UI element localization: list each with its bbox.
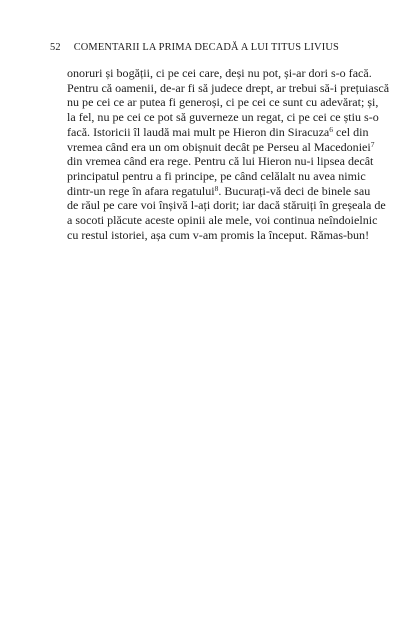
text-line-content: cel din xyxy=(333,124,369,139)
text-line-content: Pentru că oamenii, de-ar fi să judece drept, ar trebui să-i prețuiască xyxy=(67,80,390,95)
text-line-content: vremea când era un om obișnuit decât pe Perseu al Macedoniei xyxy=(67,139,371,154)
text-line-content: cu restul istoriei, așa cum v-am promis la început. Rămas-bun! xyxy=(67,227,370,242)
text-line xyxy=(67,154,374,169)
text-line-content: de răul pe care voi înșivă l-ați dorit; iar dacă stăruiți în greșeala de xyxy=(67,198,386,213)
text-line xyxy=(67,183,371,199)
text-line xyxy=(67,80,390,96)
text-line-content: a socoti plăcute aceste opinii ale mele, voi continua neîndoielnic xyxy=(67,213,378,228)
text-line-content: principatul pentru a fi principe, pe când celălalt nu avea nimic xyxy=(67,168,366,183)
running-title: COMENTARII LA PRIMA DECADĂ A LUI TITUS LIVIUS xyxy=(73,42,339,53)
body-paragraph xyxy=(67,66,390,242)
text-line-content: facă. Istoricii îl laudă mai mult pe Hieron din Siracuza xyxy=(67,124,330,139)
footnote-marker[interactable]: 6 xyxy=(329,124,334,134)
text-line xyxy=(67,139,375,155)
text-line-content: . Bucurați-vă deci de binele sau xyxy=(218,183,371,198)
page-number: 52 xyxy=(50,42,61,53)
running-header xyxy=(50,41,366,55)
text-line-content: onoruri și bogății, ci pe cei care, deși nu pot, și-ar dori s-o facă. xyxy=(67,66,372,80)
text-line-content: din vremea când era rege. Pentru că lui Hieron nu-i lipsea decât xyxy=(67,154,374,169)
text-line xyxy=(67,168,366,184)
text-line xyxy=(67,66,372,81)
text-line xyxy=(67,213,378,228)
text-line xyxy=(67,227,370,243)
text-line xyxy=(67,95,379,110)
footnote-marker[interactable]: 8 xyxy=(214,183,219,193)
text-line-content: dintr-un rege în afara regatului xyxy=(67,183,215,198)
text-line-content: nu pe cei ce ar putea fi generoși, ci pe cei ce sunt cu adevărat; și, xyxy=(67,95,379,110)
text-line xyxy=(67,124,369,140)
text-line xyxy=(67,110,379,125)
text-line-content: la fel, nu pe cei ce pot să guverneze un regat, ci pe cei ce știu s-o xyxy=(67,110,379,125)
text-line xyxy=(67,198,386,213)
footnote-marker[interactable]: 7 xyxy=(370,139,375,149)
